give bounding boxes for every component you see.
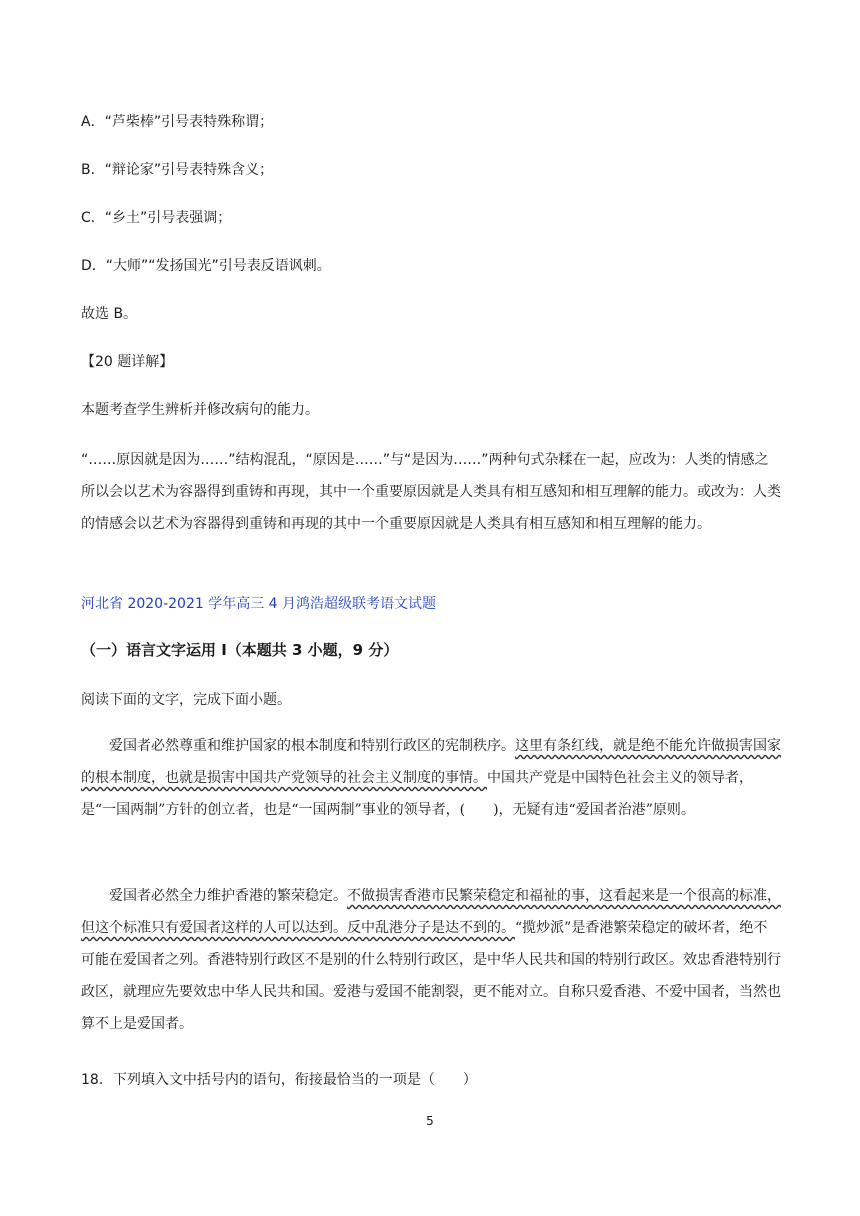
detail-heading: 【20 题详解】 — [81, 354, 174, 370]
paragraph-2-underlined-sentence: 不做损害香港市民繁荣稳定和福祉的事，这看起来是一个很高的标准，但这个标准只有爱国者这样的人可以达到。反中乱港分子是达不到的。 — [81, 888, 781, 936]
paragraph-1-text-rest: 中国共产党是中国特色社会主义的领导者，是“一国两制”方针的创立者，也是“一国两制”事业的领导者，( )，无疑有违“爱国者治港”原则。 — [81, 770, 753, 818]
detail-explanation: “……原因就是因为……”结构混乱，“原因是……”与“是因为……”两种句式杂糅在一起，应改为：人类的情感之所以会以艺术为容器得到重铸和再现，其中一个重要原因就是人类具有相互感知和相互理解的能力。或改为：人类的情感会以艺术为容器得到重铸和再现的其中一个重要原因就是人类具有相互感知和相互理解的能力。 — [81, 452, 781, 532]
passage-paragraph-1 — [81, 730, 781, 826]
option-b: B．“辩论家”引号表特殊含义； — [81, 162, 274, 178]
answer-line: 故选 B。 — [81, 306, 138, 322]
reading-instruction: 阅读下面的文字，完成下面小题。 — [81, 692, 291, 708]
question-18: 18．下列填入文中括号内的语句，衔接最恰当的一项是（ ） — [81, 1072, 477, 1088]
paragraph-2-text-rest: “揽炒派”是香港繁荣稳定的破坏者，绝不可能在爱国者之列。香港特别行政区不是别的什么特别行政区，是中华人民共和国的特别行政区。效忠香港特别行政区，就理应先要效忠中华人民共和国。爱港与爱国不能割裂，更不能对立。自称只爱香港、不爱中国者，当然也算不上是爱国者。 — [81, 920, 781, 1032]
passage-paragraph-2 — [81, 880, 781, 1040]
detail-intro: 本题考查学生辨析并修改病句的能力。 — [81, 402, 319, 418]
option-a: A．“芦柴棒”引号表特殊称谓； — [81, 114, 274, 130]
source-title: 河北省 2020-2021 学年高三 4 月鸿浩超级联考语文试题 — [81, 596, 437, 612]
option-d: D．“大师”“发扬国光”引号表反语讽刺。 — [81, 258, 331, 274]
section-title: （一）语言文字运用 I（本题共 3 小题，9 分） — [81, 641, 399, 659]
paragraph-1-text: 爱国者必然尊重和维护国家的根本制度和特别行政区的宪制秩序。 — [109, 738, 515, 754]
option-c: C．“乡土”引号表强调； — [81, 210, 232, 226]
paragraph-2-text: 爱国者必然全力维护香港的繁荣稳定。 — [109, 888, 347, 904]
paragraph-1-underlined-sentence: 这里有条红线，就是绝不能允许做损害国家的根本制度，也就是损害中国共产党领导的社会主义制度的事情。 — [81, 738, 781, 786]
page-number: 5 — [426, 1114, 434, 1128]
